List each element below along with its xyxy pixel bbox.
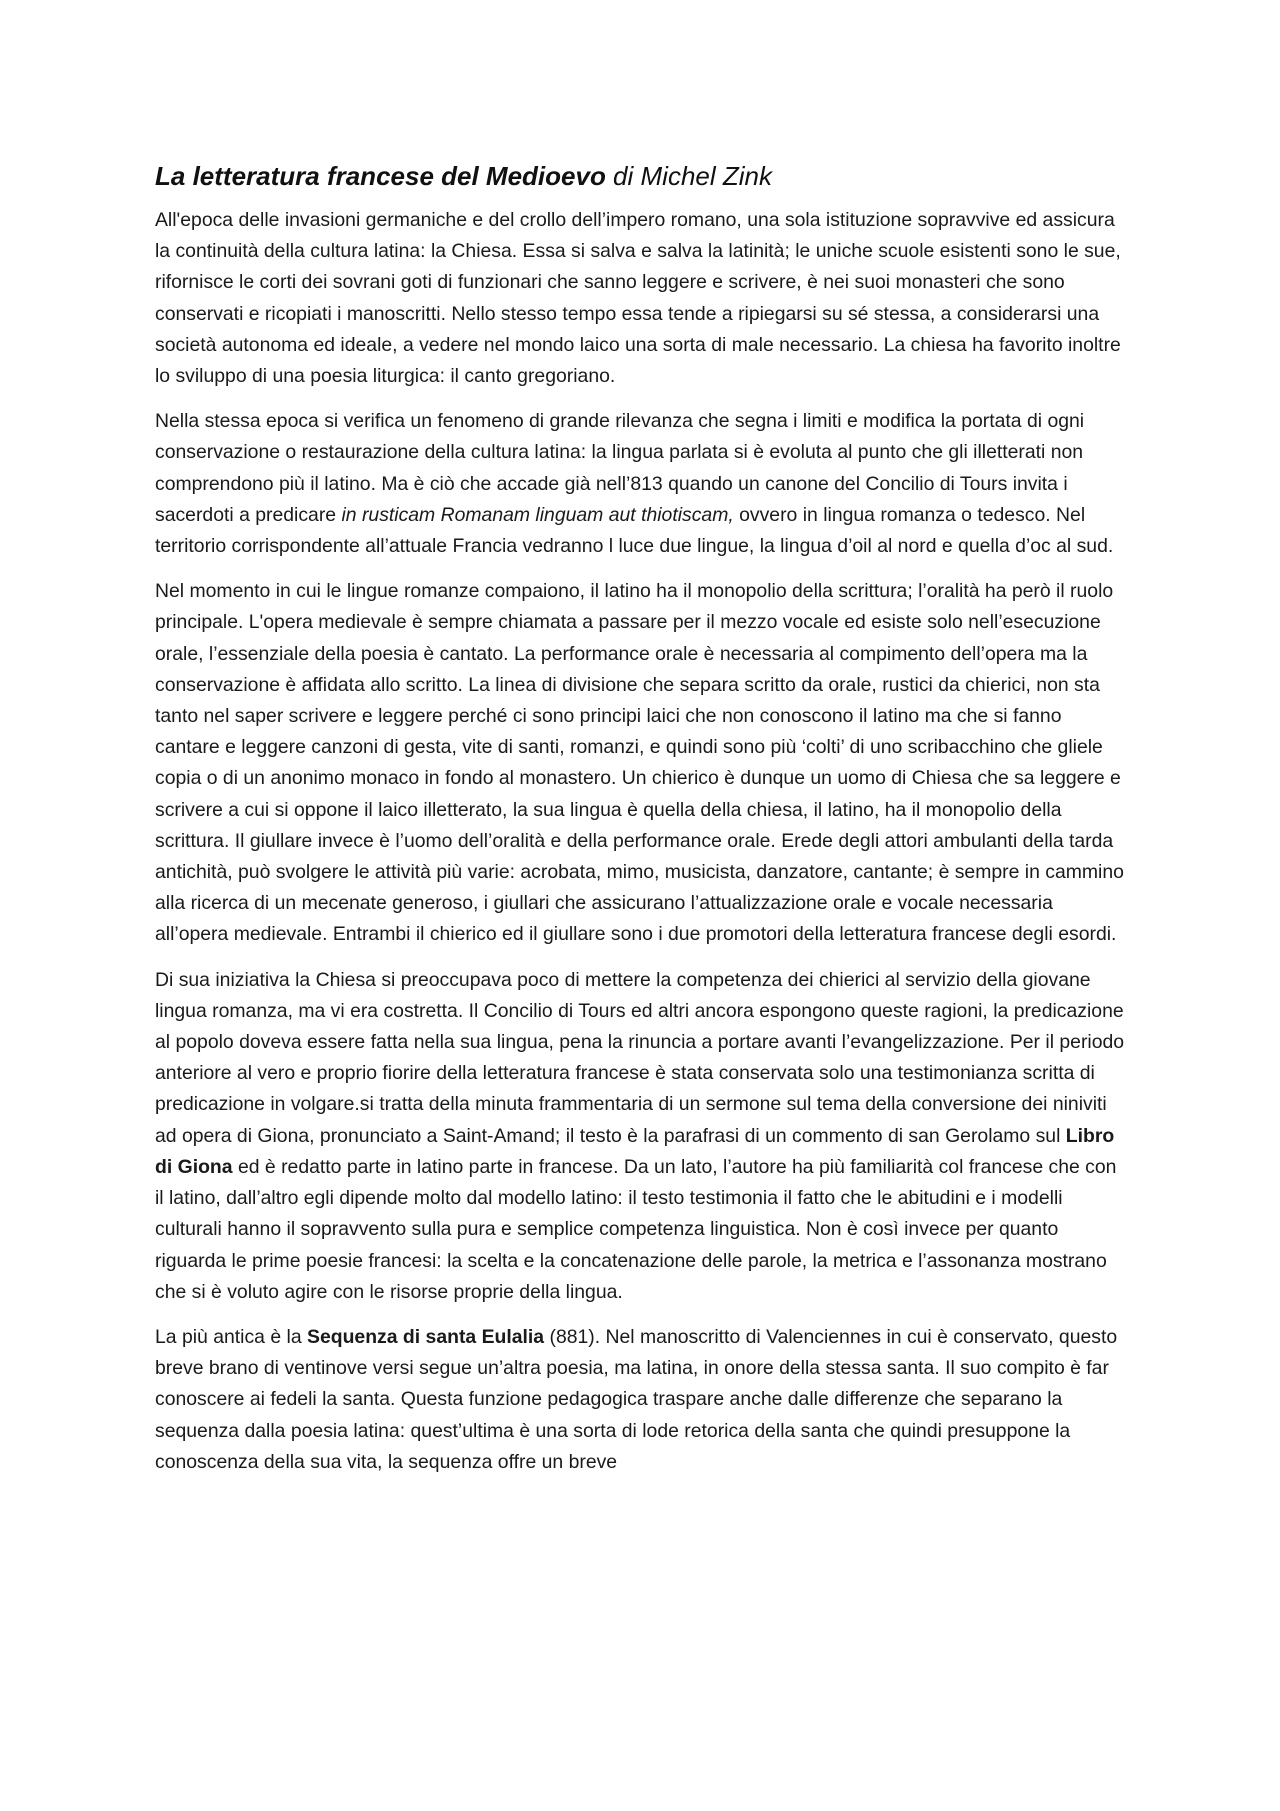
- paragraph-4: [155, 965, 1125, 1308]
- paragraph-5: [155, 1322, 1125, 1478]
- document-page: [155, 156, 1125, 1492]
- paragraph-text: ed è redatto parte in latino parte in francese. Da un lato, l’autore ha più familiarità col francese che con il latino, dall’altro egli dipende molto dal modello latino: il testo testimonia il fatto che le abitudini e i modelli culturali hanno il sopravvento sulla pura e semplice competenza linguistica. Non è così invece per quanto riguarda le prime poesie francesi: la scelta e la concatenazione delle parole, la metrica e l’assonanza mostrano che si è voluto agire con le risorse proprie della lingua.: [155, 1155, 1117, 1303]
- title-main: La letteratura francese del Medioevo: [155, 161, 606, 191]
- paragraph-text: Nella stessa epoca si verifica un fenomeno di grande rilevanza che segna i limiti e modifica la portata di ogni conservazione o restaurazione della cultura latina: la lingua parlata si è evoluta al punto che gli illetterati non comprendono più il latino. Ma è ciò che accade già nell’813 quando un canone del Concilio di Tours invita i sacerdoti a predicare: [155, 410, 1085, 526]
- bold-term-sequenza-eulalia: Sequenza di santa Eulalia: [307, 1325, 545, 1348]
- paragraph-text: All'epoca delle invasioni germaniche e del crollo dell’impero romano, una sola istituzione sopravvive ed assicura la continuità della cultura latina: la Chiesa. Essa si salva e salva la latinità; le uniche scuole esistenti sono le sue, rifornisce le corti dei sovrani goti di funzionari che sanno leggere e scrivere, è nei suoi monasteri che sono conservati e ricopiati i manoscritti. Nello stesso tempo essa tende a ripiegarsi su sé stessa, a considerarsi una società autonoma ed ideale, a vedere nel mondo laico una sorta di male necessario. La chiesa ha favorito inoltre lo sviluppo di una poesia liturgica: il canto gregoriano.: [155, 209, 1121, 388]
- paragraph-3: [155, 576, 1125, 950]
- latin-quote: in rusticam Romanam linguam aut thiotiscam,: [341, 503, 734, 526]
- paragraph-2: [155, 406, 1125, 562]
- paragraph-text: ovvero in lingua romanza o tedesco. Nel territorio corrispondente all’attuale Francia vedranno l luce due lingue, la lingua d’oil al nord e quella d’oc al sud.: [155, 503, 1114, 558]
- paragraph-text: (881). Nel manoscritto di Valenciennes in cui è conservato, questo breve brano di ventinove versi segue un’altra poesia, ma latina, in onore della stessa santa. Il suo compito è far conoscere ai fedeli la santa. Questa funzione pedagogica traspare anche dalle differenze che separano la sequenza dalla poesia latina: quest’ultima è una sorta di lode retorica della santa che quindi presuppone la conoscenza della sua vita, la sequenza offre un breve: [155, 1325, 1118, 1473]
- paragraph-text: Di sua iniziativa la Chiesa si preoccupava poco di mettere la competenza dei chierici al servizio della giovane lingua romanza, ma vi era costretta. Il Concilio di Tours ed altri ancora espongono queste ragioni, la predicazione al popolo doveva essere fatta nella sua lingua, pena la rinuncia a portare avanti l’evangelizzazione. Per il periodo anteriore al vero e proprio fiorire della letteratura francese è stata conservata solo una testimonianza scritta di predicazione in volgare.si tratta della minuta frammentaria di un sermone sul tema della conversione dei niniviti ad opera di Giona, pronunciato a Saint-Amand; il testo è la parafrasi di un commento di san Gerolamo sul: [155, 968, 1125, 1147]
- title-author-prefix: di: [605, 161, 641, 191]
- paragraph-text: La più antica è la: [155, 1325, 308, 1348]
- bold-term-libro-di-giona: Libro di Giona: [155, 1124, 1115, 1178]
- title-author: Michel Zink: [640, 161, 772, 191]
- page-title: [155, 156, 1125, 196]
- paragraph-text: Nel momento in cui le lingue romanze compaiono, il latino ha il monopolio della scrittura; l’oralità ha però il ruolo principale. L'opera medievale è sempre chiamata a passare per il mezzo vocale ed esiste solo nell’esecuzione orale, l’essenziale della poesia è cantato. La performance orale è necessaria al compimento dell’opera ma la conservazione è affidata allo scritto. La linea di divisione che separa scritto da orale, rustici da chierici, non sta tanto nel saper scrivere e leggere perché ci sono principi laici che non conoscono il latino ma che si fanno cantare e leggere canzoni di gesta, vite di santi, romanzi, e quindi sono più ‘colti’ di uno scribacchino che gliele copia o di un anonimo monaco in fondo al monastero. Un chierico è dunque un uomo di Chiesa che sa leggere e scrivere a cui si oppone il laico illetterato, la sua lingua è quella della chiesa, il latino, ha il monopolio della scrittura. Il giullare invece è l’uomo dell’oralità e della performance orale. Erede degli attori ambulanti della tarda antichità, può svolgere le attività più varie: acrobata, mimo, musicista, danzatore, cantante; è sempre in cammino alla ricerca di un mecenate generoso, i giullari che assicurano l’attualizzazione orale e vocale necessaria all’opera medievale. Entrambi il chierico ed il giullare sono i due promotori della letteratura francese degli esordi.: [155, 580, 1124, 946]
- paragraph-1: [155, 205, 1125, 392]
